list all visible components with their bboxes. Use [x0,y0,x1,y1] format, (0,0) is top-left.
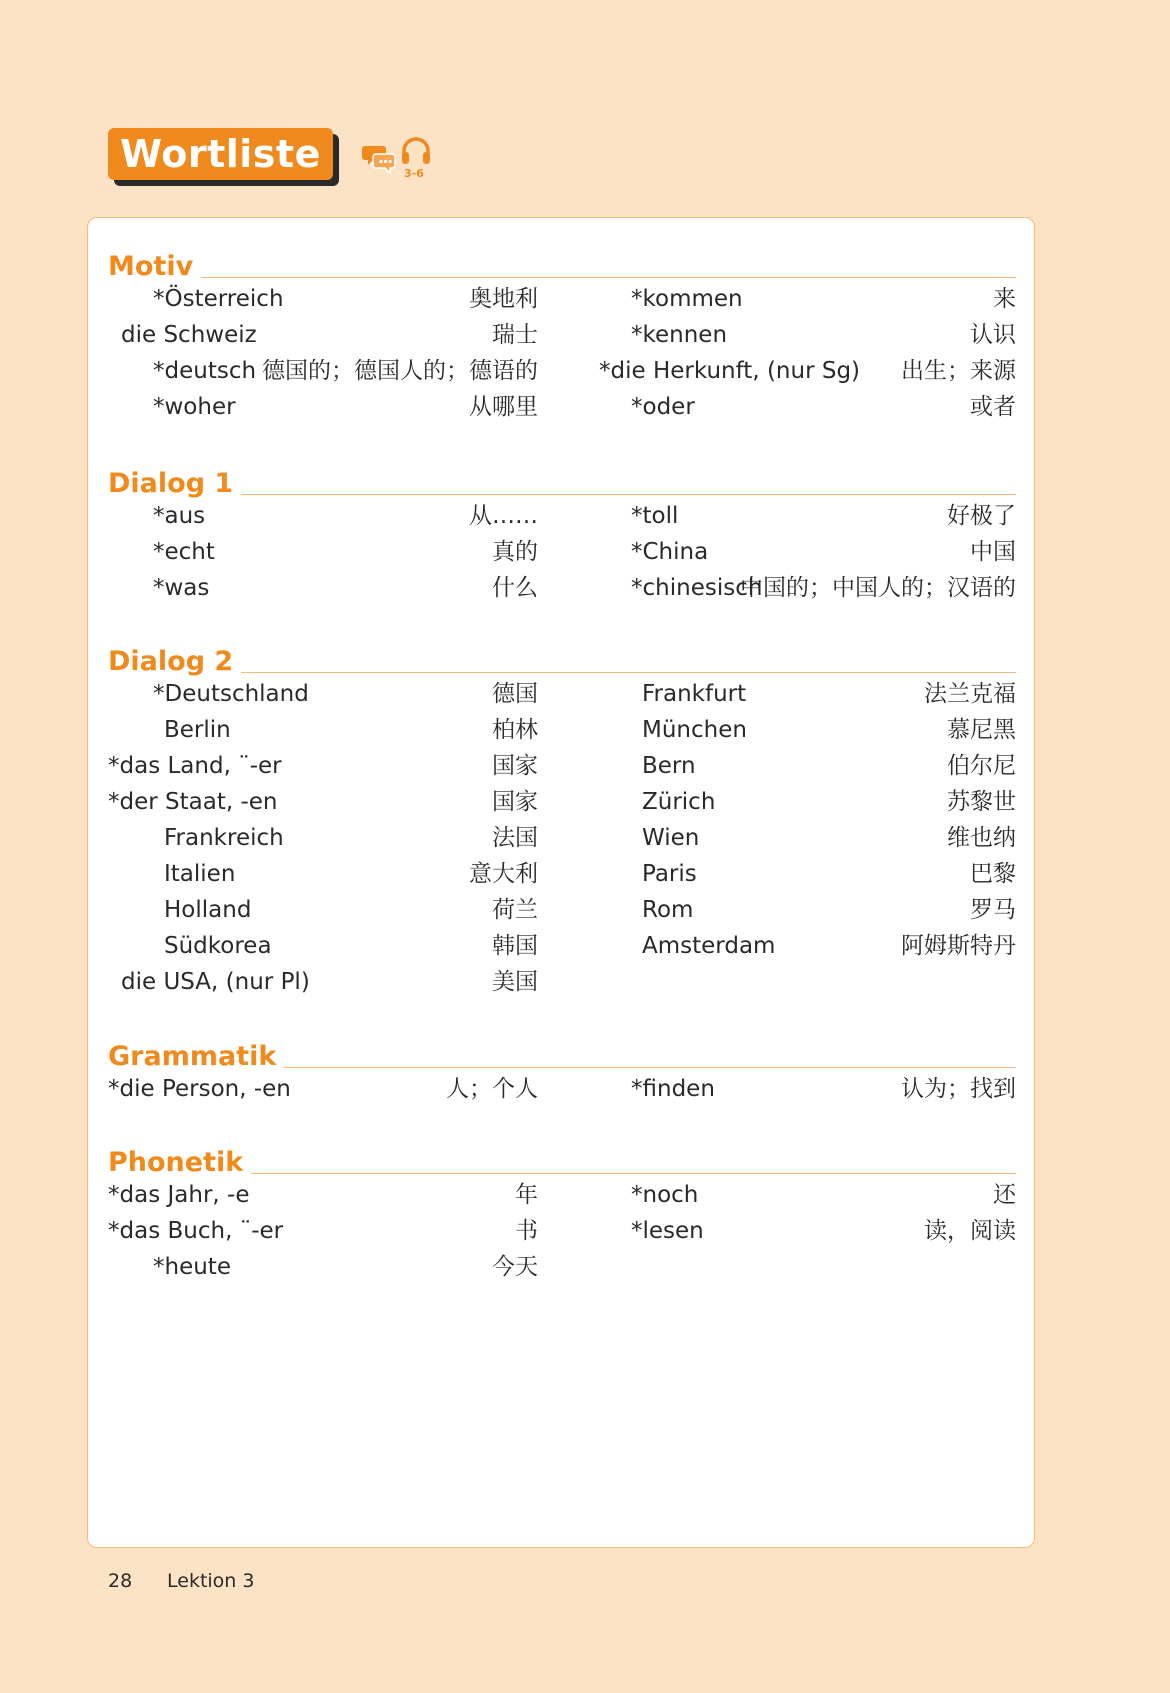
section-title: Dialog 2 [108,647,241,677]
vocab-entry [108,751,538,781]
vocab-translation: 阿姆斯特丹 [901,933,1016,959]
vocab-term: *was [153,575,210,601]
vocab-entry [108,356,538,386]
lesson-label: Lektion 3 [167,1570,255,1592]
vocab-entry [108,931,538,961]
vocab-term: *lesen [631,1218,704,1244]
vocab-translation: 美国 [492,969,538,995]
vocab-translation: 法兰克福 [924,681,1016,707]
vocab-term: Zürich [642,789,716,815]
vocab-translation: 国家 [492,753,538,779]
vocab-term: *heute [153,1254,231,1280]
vocab-term: Amsterdam [642,933,776,959]
vocab-entry [108,679,538,709]
vocab-term: *echt [153,539,215,565]
vocab-entry [108,501,538,531]
section-title: Motiv [108,252,201,282]
vocab-entry [108,1180,538,1210]
vocab-entry [586,284,1016,314]
vocab-translation: 人；个人 [446,1076,538,1102]
vocab-term: *China [631,539,709,565]
vocab-entry [108,392,538,422]
section-heading [108,641,1016,677]
vocab-entry [108,715,538,745]
vocab-entry [108,284,538,314]
vocab-term: *Österreich [153,286,284,312]
vocab-entry [108,787,538,817]
media-icons [362,136,434,186]
vocab-entry [108,823,538,853]
vocab-term: Paris [642,861,697,887]
vocab-entry [586,1180,1016,1210]
vocab-term: *finden [631,1076,715,1102]
section-heading [108,1036,1016,1072]
vocab-term: Frankreich [164,825,284,851]
vocab-entry [586,859,1016,889]
vocab-term: *kommen [631,286,743,312]
vocab-translation: 国家 [492,789,538,815]
speech-bubbles-icon [362,142,396,178]
vocab-entry [108,859,538,889]
vocab-translation: 法国 [492,825,538,851]
vocab-term: die Schweiz [121,322,257,348]
vocab-translation: 中国的；中国人的；汉语的 [740,575,1016,601]
vocab-term: *oder [631,394,695,420]
vocab-entry [108,1252,538,1282]
vocab-translation: 柏林 [492,717,538,743]
vocab-term: Wien [642,825,700,851]
vocab-entry [586,679,1016,709]
vocab-term: Bern [642,753,696,779]
vocab-term: Südkorea [164,933,272,959]
vocab-translation: 维也纳 [947,825,1016,851]
section-title: Phonetik [108,1148,251,1178]
vocab-term: *das Land, ¨-er [108,753,282,779]
vocab-entry [586,573,1016,603]
vocab-entry [108,537,538,567]
section-title: Grammatik [108,1042,284,1072]
vocab-translation: 德国的；德国人的；德语的 [262,358,538,384]
vocab-translation: 从哪里 [469,394,538,420]
title-badge [108,128,333,180]
vocab-translation: 瑞士 [492,322,538,348]
vocab-entry [108,1216,538,1246]
section-heading [108,246,1016,282]
vocab-translation: 慕尼黑 [947,717,1016,743]
vocab-translation: 来 [993,286,1016,312]
vocab-translation: 什么 [492,575,538,601]
track-number: 3-6 [404,167,424,180]
vocab-term: *die Person, -en [108,1076,291,1102]
vocab-translation: 中国 [970,539,1016,565]
vocab-entry [586,751,1016,781]
vocab-entry [586,931,1016,961]
vocab-translation: 罗马 [970,897,1016,923]
vocab-entry [108,895,538,925]
vocab-entry [108,320,538,350]
vocab-term: *das Jahr, -e [108,1182,250,1208]
vocab-entry [586,1216,1016,1246]
section-heading [108,1142,1016,1178]
vocab-entry [586,320,1016,350]
vocab-term: Holland [164,897,252,923]
vocab-translation: 认识 [970,322,1016,348]
vocab-entry [108,967,538,997]
headphones-icon [400,136,432,170]
section-title: Dialog 1 [108,469,241,499]
vocab-translation: 从…… [469,503,538,529]
vocab-translation: 伯尔尼 [947,753,1016,779]
vocab-translation: 或者 [970,394,1016,420]
page-title: Wortliste [108,128,333,180]
vocab-term: *Deutschland [153,681,309,707]
vocab-translation: 出生；来源 [901,358,1016,384]
vocab-entry [108,1074,538,1104]
vocab-translation: 韩国 [492,933,538,959]
vocab-translation: 意大利 [469,861,538,887]
vocab-translation: 还 [993,1182,1016,1208]
vocab-translation: 好极了 [947,503,1016,529]
vocab-term: *kennen [631,322,728,348]
vocab-term: *toll [631,503,679,529]
vocab-term: München [642,717,747,743]
vocab-entry [586,715,1016,745]
vocab-translation: 真的 [492,539,538,565]
vocab-translation: 读，阅读 [924,1218,1016,1244]
section-rule [108,672,1016,674]
section-heading [108,463,1016,499]
vocab-term: *die Herkunft, (nur Sg) [599,358,861,384]
vocab-term: Berlin [164,717,231,743]
vocab-term: *aus [153,503,206,529]
vocab-term: Frankfurt [642,681,747,707]
vocab-entry [586,537,1016,567]
vocab-term: *woher [153,394,236,420]
vocab-entry [586,787,1016,817]
vocab-translation: 书 [515,1218,538,1244]
page-number: 28 [108,1570,133,1592]
vocab-term: die USA, (nur Pl) [121,969,310,995]
section-rule [108,494,1016,496]
vocab-entry [586,501,1016,531]
vocab-entry [586,392,1016,422]
vocab-term: *der Staat, -en [108,789,278,815]
vocab-translation: 巴黎 [970,861,1016,887]
vocab-term: *das Buch, ¨-er [108,1218,284,1244]
vocab-translation: 奥地利 [469,286,538,312]
vocab-term: *chinesisch [631,575,763,601]
vocab-translation: 苏黎世 [947,789,1016,815]
vocab-term: *noch [631,1182,699,1208]
vocab-entry [586,895,1016,925]
vocab-term: *deutsch [153,358,257,384]
vocab-entry [108,573,538,603]
vocab-translation: 认为；找到 [901,1076,1016,1102]
vocab-translation: 年 [515,1182,538,1208]
vocab-translation: 德国 [492,681,538,707]
vocab-term: Italien [164,861,236,887]
vocab-translation: 今天 [492,1254,538,1280]
vocab-entry [586,823,1016,853]
vocab-entry [586,1074,1016,1104]
vocab-entry [586,356,1016,386]
section-rule [108,277,1016,279]
vocab-translation: 荷兰 [492,897,538,923]
vocab-term: Rom [642,897,694,923]
